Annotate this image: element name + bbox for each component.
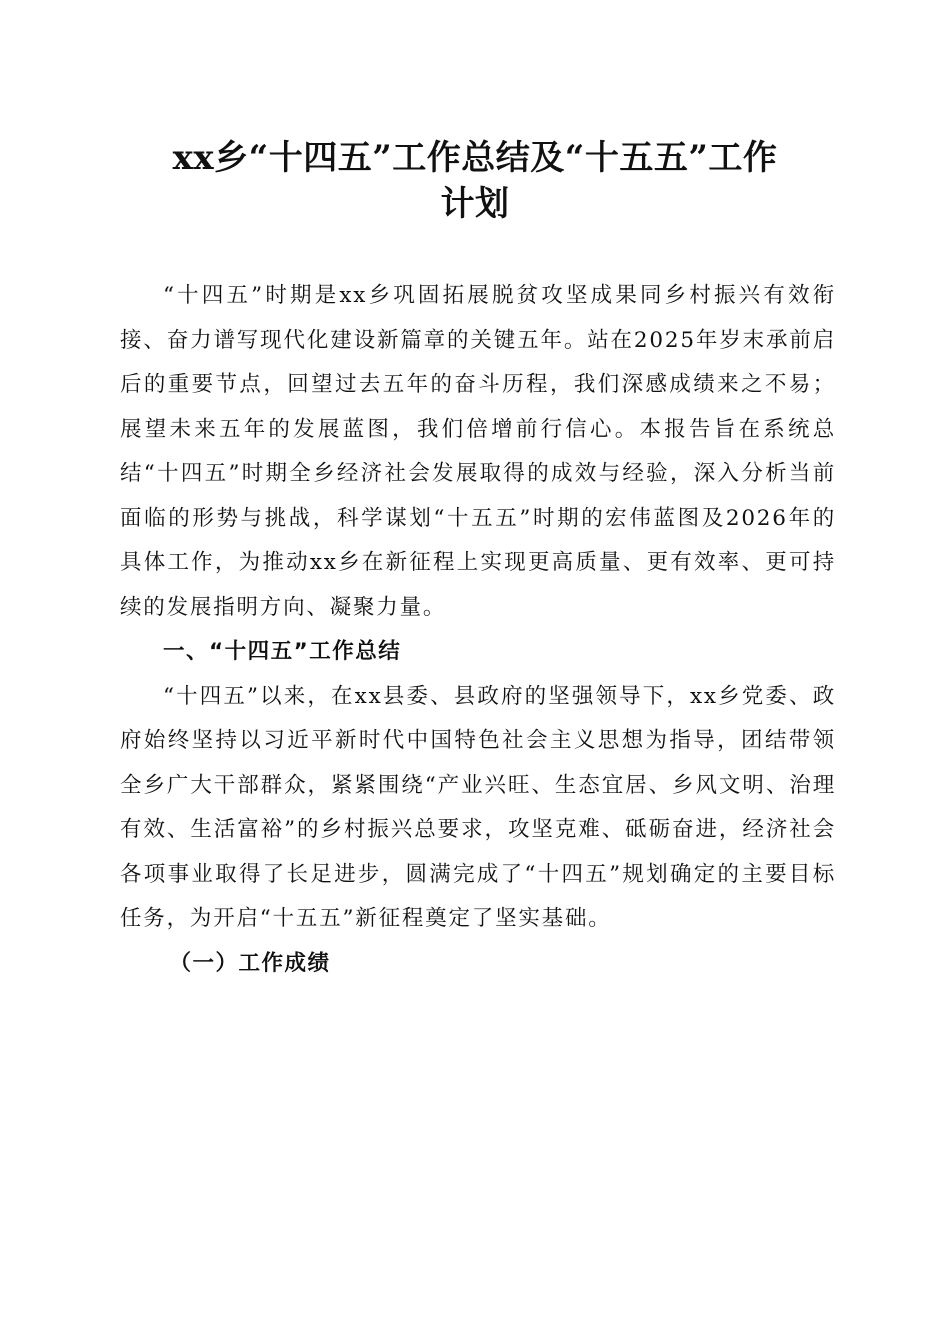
section-heading: 一、“十四五”工作总结 xyxy=(163,639,402,664)
section-paragraph: “十四五”以来，在xx县委、县政府的坚强领导下，xx乡党委、政府始终坚持以习近平新时代中国特色社会主义思想为指导，团结带领全乡广大干部群众，紧紧围绕“产业兴旺、生态宜居、乡风文明、治理有效、生活富裕”的乡村振兴总要求，攻坚克难、砥砺奋进，经济社会各项事业取得了长足进步，圆满完成了“十四五”规划确定的主要目标任务，为开启“十五五”新征程奠定了坚实基础。 xyxy=(120,683,836,931)
title-line-1: xx乡“十四五”工作总结及“十五五”工作 xyxy=(172,138,778,178)
title-line-2: 计划 xyxy=(440,184,510,224)
intro-paragraph: “十四五”时期是xx乡巩固拓展脱贫攻坚成果同乡村振兴有效衔接、奋力谱写现代化建设新篇章的关键五年。站在2025年岁末承前启后的重要节点，回望过去五年的奋斗历程，我们深感成绩来之不易；展望未来五年的发展蓝图，我们倍增前行信心。本报告旨在系统总结“十四五”时期全乡经济社会发展取得的成效与经验，深入分析当前面临的形势与挑战，科学谋划“十五五”时期的宏伟蓝图及2026年的具体工作，为推动xx乡在新征程上实现更高质量、更有效率、更可持续的发展指明方向、凝聚力量。 xyxy=(120,283,836,620)
document-title xyxy=(95,135,855,227)
document-body xyxy=(120,274,836,986)
subsection-heading: （一）工作成绩 xyxy=(169,950,331,976)
